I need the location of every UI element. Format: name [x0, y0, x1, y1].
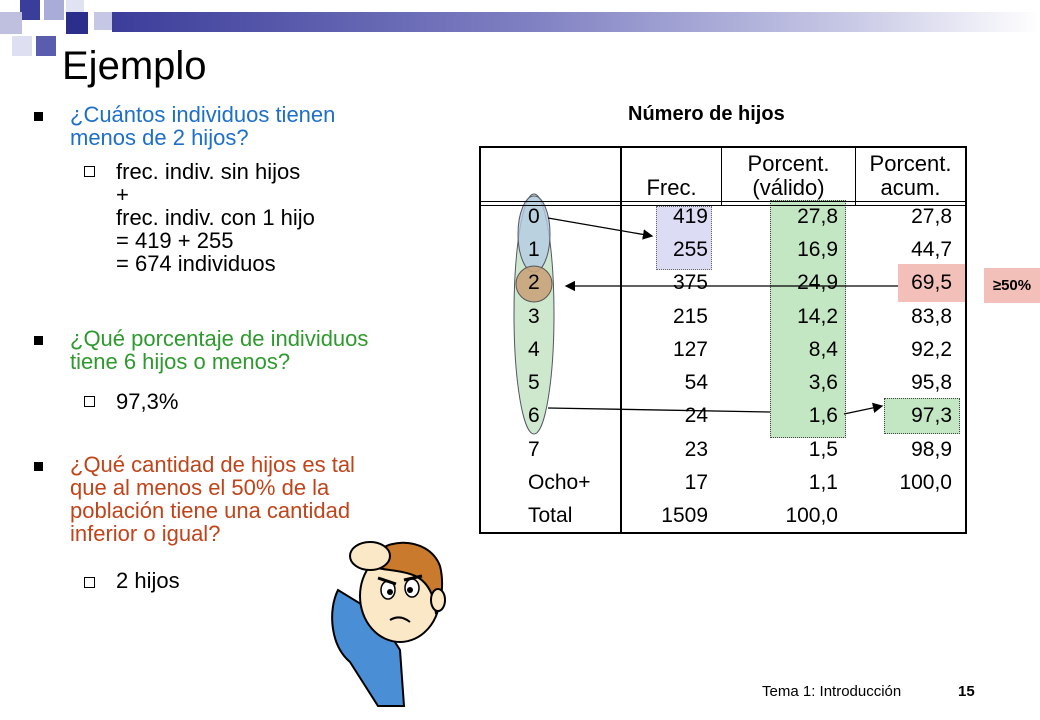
answer-1: frec. indiv. sin hijos + frec. indiv. con 1 hijo = 419 + 255 = 674 individuos — [116, 159, 315, 276]
question-1: ¿Cuántos individuos tienen menos de 2 hijos? — [70, 102, 336, 150]
at-least-50-percent-label: ≥50% — [984, 268, 1040, 303]
row-label: 4 — [528, 338, 540, 361]
row-freq: 1509 — [661, 504, 708, 527]
row-valid: 27,8 — [797, 205, 838, 228]
answer-2: 97,3% — [116, 389, 179, 414]
row-cum: 97,3 — [911, 404, 952, 427]
row-label: Total — [528, 504, 573, 527]
row-freq: 127 — [672, 338, 708, 361]
row-valid: 1,1 — [808, 471, 838, 494]
row-label: 0 — [528, 205, 540, 228]
row-valid: 24,9 — [797, 271, 838, 294]
row-freq: 419 — [672, 205, 708, 228]
arrow-to-freq — [548, 218, 652, 236]
row-label: Ocho+ — [528, 471, 591, 494]
row-valid: 3,6 — [808, 371, 838, 394]
question-2: ¿Qué porcentaje de individuos tiene 6 hijos o menos? — [70, 326, 369, 374]
row-valid: 1,6 — [808, 404, 838, 427]
header-freq: Frec. — [646, 175, 697, 200]
row-cum: 69,5 — [911, 271, 952, 294]
row-cum: 44,7 — [911, 238, 952, 261]
row-cum: 98,9 — [911, 438, 952, 461]
page-title: Ejemplo — [62, 44, 207, 88]
row-freq: 255 — [672, 238, 708, 261]
row-cum: 83,8 — [911, 305, 952, 328]
row-freq: 23 — [684, 438, 708, 461]
row-label: 6 — [528, 404, 540, 427]
row-label: 1 — [528, 238, 540, 261]
row-freq: 54 — [684, 371, 708, 394]
row-cum: 95,8 — [911, 371, 952, 394]
footer-page-number: 15 — [958, 683, 975, 700]
question-3: ¿Qué cantidad de hijos es tal que al menos el 50% de la población tiene una cantidad inferior o igual? — [70, 452, 355, 546]
row-valid: 100,0 — [785, 504, 838, 527]
row-cum: 92,2 — [911, 338, 952, 361]
row-valid: 8,4 — [808, 338, 838, 361]
row-label: 2 — [528, 271, 540, 294]
row-cum: 100,0 — [899, 471, 952, 494]
row-valid: 16,9 — [797, 238, 838, 261]
arrow-to-cum-97 — [548, 408, 770, 412]
row-freq: 375 — [672, 271, 708, 294]
row-freq: 215 — [672, 305, 708, 328]
row-freq: 24 — [684, 404, 708, 427]
row-label: 3 — [528, 305, 540, 328]
header-cumulative-percent: Porcent. acum. — [869, 151, 952, 200]
row-valid: 14,2 — [797, 305, 838, 328]
row-freq: 17 — [684, 471, 708, 494]
row-cum: 27,8 — [911, 205, 952, 228]
footer-course: Tema 1: Introducción — [762, 683, 902, 700]
row-label: 5 — [528, 371, 540, 394]
row-label: 7 — [528, 438, 540, 461]
header-valid-percent: Porcent. (válido) — [747, 151, 830, 200]
table-title: Número de hijos — [628, 103, 785, 125]
arrow-to-cum-97b — [844, 406, 882, 414]
row-valid: 1,5 — [808, 438, 838, 461]
answer-3: 2 hijos — [116, 568, 180, 593]
